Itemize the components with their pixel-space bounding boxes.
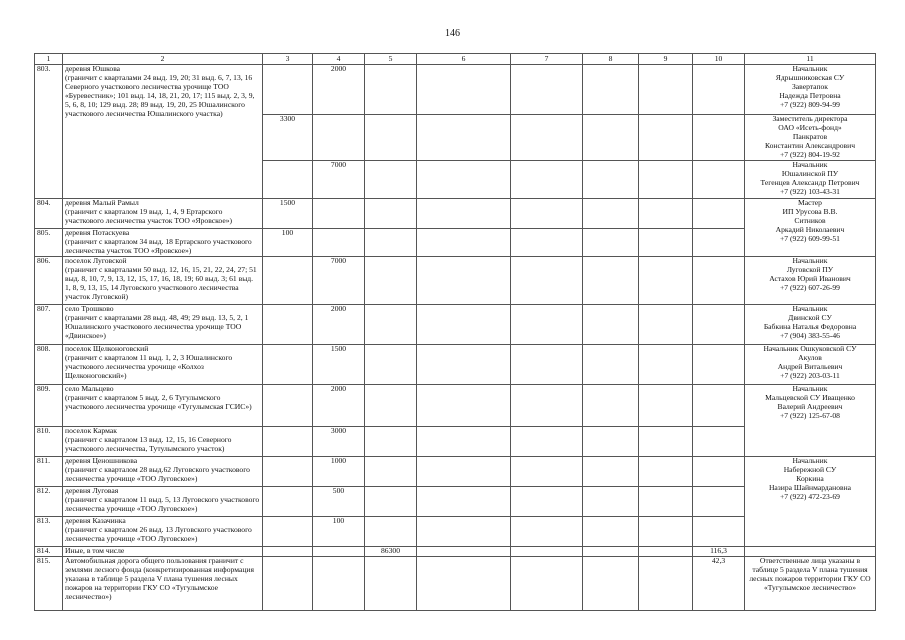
table-row [35, 257, 876, 305]
column-header: 3 [263, 54, 313, 65]
empty-cell [583, 161, 639, 199]
empty-cell [417, 457, 511, 487]
table-header-row [35, 54, 876, 65]
empty-cell [693, 487, 745, 517]
row-number: 806. [35, 257, 63, 305]
distance-cell [263, 457, 313, 487]
column-header: 7 [511, 54, 583, 65]
row-number: 809. [35, 385, 63, 427]
empty-cell [693, 115, 745, 161]
empty-cell [417, 557, 511, 611]
empty-cell [417, 487, 511, 517]
empty-cell [583, 557, 639, 611]
empty-cell [639, 345, 693, 385]
row-number: 804. [35, 199, 63, 229]
empty-cell [693, 257, 745, 305]
empty-cell [417, 161, 511, 199]
empty-cell [365, 257, 417, 305]
responsible-cell: Мастер ИП Урусова В.В. Ситников Аркадий Николаевич +7 (922) 609-99-51 [745, 199, 876, 257]
responsible-cell: Начальник Набережной СУ Коркина Назира Шайнмардановна +7 (922) 472-23-69 [745, 457, 876, 547]
table-row [35, 457, 876, 487]
length-cell: 42,3 [693, 557, 745, 611]
empty-cell [511, 517, 583, 547]
row-number: 812. [35, 487, 63, 517]
distance-cell [263, 385, 313, 427]
responsible-cell: Ответственные лица указаны в таблице 5 раздела V плана тушения лесных пожаров территории ГКУ СО «Тугулымское лесничество» [745, 557, 876, 611]
empty-cell [583, 65, 639, 115]
empty-cell [693, 457, 745, 487]
column-header: 2 [63, 54, 263, 65]
empty-cell [511, 547, 583, 557]
empty-cell [511, 257, 583, 305]
empty-cell [639, 257, 693, 305]
empty-cell [693, 65, 745, 115]
table-row [35, 385, 876, 427]
empty-cell [583, 257, 639, 305]
empty-cell [639, 385, 693, 427]
column-header: 8 [583, 54, 639, 65]
column-header: 4 [313, 54, 365, 65]
empty-cell [417, 517, 511, 547]
row-number: 814. [35, 547, 63, 557]
empty-cell [693, 161, 745, 199]
table-row [35, 557, 876, 611]
empty-cell [639, 547, 693, 557]
responsible-cell: Начальник Луговской ПУ Астахов Юрий Иванович +7 (922) 607-26-99 [745, 257, 876, 305]
empty-cell [417, 199, 511, 229]
empty-cell [745, 547, 876, 557]
column-header: 11 [745, 54, 876, 65]
settlement-cell: деревня Луговая (граничит с кварталом 11 выд. 5, 13 Луговского участкового лесничества урочище «ТОО Луговское») [63, 487, 263, 517]
row-number: 811. [35, 457, 63, 487]
settlement-cell: деревня Потаскуева (граничит с кварталом 34 выд. 18 Ертарского участкового лесничества участок ТОО «Яровское») [63, 229, 263, 257]
empty-cell [693, 305, 745, 345]
distance-cell [313, 229, 365, 257]
distance-cell [313, 115, 365, 161]
row-number: 810. [35, 427, 63, 457]
empty-cell [313, 557, 365, 611]
empty-cell [511, 385, 583, 427]
empty-cell [511, 199, 583, 229]
empty-cell [313, 547, 365, 557]
responsible-cell: Начальник Двинской СУ Бабкина Наталья Федоровна +7 (904) 383-55-46 [745, 305, 876, 345]
empty-cell [693, 517, 745, 547]
distance-cell: 2000 [313, 385, 365, 427]
empty-cell [417, 229, 511, 257]
empty-cell [639, 557, 693, 611]
distance-cell [263, 65, 313, 115]
empty-cell [639, 457, 693, 487]
empty-cell [583, 547, 639, 557]
settlement-cell: Автомобильная дорога общего пользования граничит с землями лесного фонда (конкретизированная информация указана в таблице 5 раздела V плана тушения лесных пожаров на территории ГКУ СО «Тугулымское лесничество») [63, 557, 263, 611]
distance-cell: 1500 [313, 345, 365, 385]
settlement-cell: деревня Казачинка (граничит с кварталом 26 выд. 13 Луговского участкового лесничества урочище «ТОО Луговское») [63, 517, 263, 547]
responsible-cell: Заместитель директора ОАО «Исеть-фонд» Панкратов Константин Александрович +7 (922) 804-19-92 [745, 115, 876, 161]
table-row [35, 305, 876, 345]
empty-cell [365, 229, 417, 257]
empty-cell [583, 487, 639, 517]
column-header: 6 [417, 54, 511, 65]
empty-cell [365, 557, 417, 611]
empty-cell [583, 385, 639, 427]
empty-cell [365, 345, 417, 385]
column-header: 5 [365, 54, 417, 65]
empty-cell [583, 427, 639, 457]
settlement-cell: село Мальцево (граничит с кварталом 5 выд. 2, 6 Тугулымского участкового лесничества урочище «Тугулымская ГСИС») [63, 385, 263, 427]
empty-cell [583, 199, 639, 229]
distance-cell [313, 199, 365, 229]
empty-cell [365, 161, 417, 199]
row-number: 805. [35, 229, 63, 257]
settlement-cell: село Трошково (граничит с кварталами 28 выд. 48, 49; 29 выд. 13, 5, 2, 1 Юшалинского участкового лесничества урочище ТОО «Двинское») [63, 305, 263, 345]
empty-cell [639, 199, 693, 229]
empty-cell [693, 345, 745, 385]
empty-cell [639, 229, 693, 257]
settlement-cell: поселок Луговской (граничит с кварталами 50 выд. 12, 16, 15, 21, 22, 24, 27; 51 выд. 8, 10, 7, 9, 13, 12, 15, 17, 16, 18, 19; 60 выд. 3; 61 выд. 1, 8, 9, 13, 15, 14 Луговского участкового лесничества участок Луговской) [63, 257, 263, 305]
empty-cell [583, 229, 639, 257]
empty-cell [417, 257, 511, 305]
empty-cell [365, 305, 417, 345]
row-number: 813. [35, 517, 63, 547]
row-number: 807. [35, 305, 63, 345]
empty-cell [693, 427, 745, 457]
settlement-cell: поселок Щелконоговский (граничит с кварталом 11 выд. 1, 2, 3 Юшалинского участкового лесничества урочище «Колхоз Щелконоговский») [63, 345, 263, 385]
responsible-cell: Начальник Юшалинской ПУ Тегенцев Александр Петрович +7 (922) 103-43-31 [745, 161, 876, 199]
distance-cell: 7000 [313, 161, 365, 199]
empty-cell [639, 161, 693, 199]
distance-cell [263, 305, 313, 345]
empty-cell [583, 345, 639, 385]
empty-cell [365, 115, 417, 161]
distance-cell: 3300 [263, 115, 313, 161]
empty-cell [365, 427, 417, 457]
empty-cell [639, 305, 693, 345]
empty-cell [511, 427, 583, 457]
empty-cell [417, 345, 511, 385]
responsible-cell: Начальник Мальцевской СУ Иващенко Валерий Андреевич +7 (922) 125-67-08 [745, 385, 876, 457]
empty-cell [511, 457, 583, 487]
distance-cell: 3000 [313, 427, 365, 457]
column-header: 9 [639, 54, 693, 65]
responsible-cell: Начальник Ошкуковской СУ Акулов Андрей Витальевич +7 (922) 203-03-11 [745, 345, 876, 385]
responsible-cell: Начальник Ядрышниковская СУ Завертапок Надежда Петровна +7 (922) 809-94-99 [745, 65, 876, 115]
distance-cell: 100 [263, 229, 313, 257]
empty-cell [417, 115, 511, 161]
settlement-cell: деревня Ценошникова (граничит с кварталом 28 выд.62 Луговского участкового лесничества урочище «ТОО Луговское») [63, 457, 263, 487]
area-cell: 86300 [365, 547, 417, 557]
row-number: 808. [35, 345, 63, 385]
empty-cell [639, 65, 693, 115]
empty-cell [511, 161, 583, 199]
empty-cell [365, 487, 417, 517]
empty-cell [511, 487, 583, 517]
distance-cell: 2000 [313, 305, 365, 345]
empty-cell [639, 487, 693, 517]
settlement-cell: поселок Кармак (граничит с кварталом 13 выд. 12, 15, 16 Северного участкового лесничества, Тутулымского участок) [63, 427, 263, 457]
length-cell: 116,3 [693, 547, 745, 557]
table-row [35, 199, 876, 229]
distance-cell: 100 [313, 517, 365, 547]
empty-cell [583, 457, 639, 487]
distance-cell: 500 [313, 487, 365, 517]
empty-cell [511, 345, 583, 385]
distance-cell [263, 517, 313, 547]
empty-cell [417, 427, 511, 457]
row-number: 815. [35, 557, 63, 611]
empty-cell [693, 199, 745, 229]
distance-cell: 2000 [313, 65, 365, 115]
empty-cell [511, 305, 583, 345]
empty-cell [511, 115, 583, 161]
empty-cell [365, 457, 417, 487]
empty-cell [417, 385, 511, 427]
empty-cell [263, 547, 313, 557]
distance-cell: 1500 [263, 199, 313, 229]
empty-cell [583, 115, 639, 161]
table-row [35, 345, 876, 385]
empty-cell [583, 305, 639, 345]
empty-cell [417, 65, 511, 115]
distance-cell: 7000 [313, 257, 365, 305]
column-header: 1 [35, 54, 63, 65]
table-row [35, 65, 876, 115]
table-row [35, 547, 876, 557]
empty-cell [365, 199, 417, 229]
column-header: 10 [693, 54, 745, 65]
distance-cell [263, 345, 313, 385]
distance-cell [263, 487, 313, 517]
empty-cell [417, 305, 511, 345]
empty-cell [365, 65, 417, 115]
empty-cell [639, 517, 693, 547]
settlement-cell: деревня Малый Рамыл (граничит с кварталом 19 выд. 1, 4, 9 Ертарского участкового лесничества участок ТОО «Яровское») [63, 199, 263, 229]
distance-cell [263, 161, 313, 199]
empty-cell [511, 557, 583, 611]
settlement-cell: деревня Юшкова (граничит с кварталами 24 выд. 19, 20; 31 выд. 6, 7, 13, 16 Северного участкового лесничества урочище ТОО «Буревестник»; 101 выд. 14, 18, 21, 20, 17; 115 выд. 2, 3, 9, 5, 6, 8, 10; 129 выд. 28; 89 выд. 19, 20, 25 Юшалинского участкового лесничества Юшалинского участка) [63, 65, 263, 199]
row-number: 803. [35, 65, 63, 199]
empty-cell [417, 547, 511, 557]
empty-cell [693, 229, 745, 257]
empty-cell [365, 517, 417, 547]
empty-cell [639, 427, 693, 457]
empty-cell [693, 385, 745, 427]
empty-cell [639, 115, 693, 161]
empty-cell [365, 385, 417, 427]
distance-cell [263, 257, 313, 305]
settlement-cell: Иные, в том числе [63, 547, 263, 557]
empty-cell [511, 229, 583, 257]
page-number: 146 [445, 28, 460, 39]
empty-cell [511, 65, 583, 115]
distance-cell: 1000 [313, 457, 365, 487]
fire-plan-table [34, 53, 876, 611]
distance-cell [263, 427, 313, 457]
empty-cell [583, 517, 639, 547]
empty-cell [263, 557, 313, 611]
